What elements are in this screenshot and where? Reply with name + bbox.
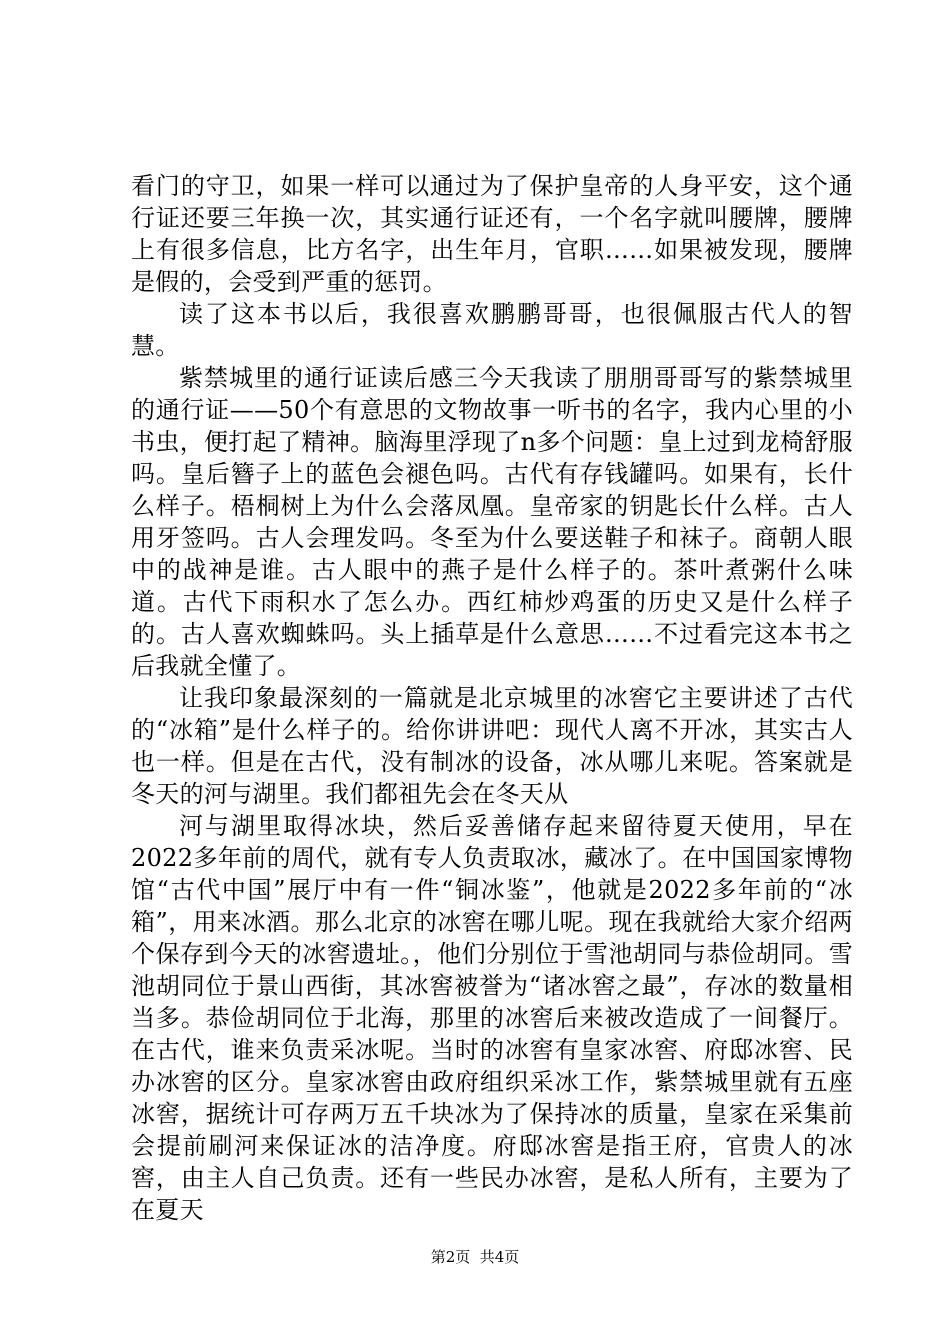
paragraph-3: 紫禁城里的通行证读后感三今天我读了朋朋哥哥写的紫禁城里的通行证——50个有意思的文物故事一听书的名字，我内心里的小书虫，便打起了精神。脑海里浮现了n多个问题：皇上过到龙椅舒服吗。皇后簪子上的蓝色会褪色吗。古代有存钱罐吗。如果有，长什么样子。梧桐树上为什么会落凤凰。皇帝家的钥匙长什么样。古人用牙签吗。古人会理发吗。冬至为什么要送鞋子和袜子。商朝人眼中的战神是谁。古人眼中的燕子是什么样子的。茶叶煮粥什么味道。古代下雨积水了怎么办。西红柿炒鸡蛋的历史又是什么样子的。古人喜欢蜘蛛吗。头上插草是什么意思……不过看完这本书之后我就全懂了。 xyxy=(131,364,853,680)
paragraph-2: 读了这本书以后，我很喜欢鹏鹏哥哥，也很佩服古代人的智慧。 xyxy=(131,300,853,360)
paragraph-5: 河与湖里取得冰块，然后妥善储存起来留待夏天使用，早在2022多年前的周代，就有专人负责取冰，藏冰了。在中国国家博物馆“古代中国”展厅中有一件“铜冰鉴”，他就是2022多年前的“冰箱”，用来冰酒。那么北京的冰窖在哪儿呢。现在我就给大家介绍两个保存到今天的冰窖遗址。，他们分别位于雪池胡同与恭俭胡同。雪池胡同位于景山西街，其冰窖被誉为“诸冰窖之最”，存冰的数量相当多。恭俭胡同位于北海，那里的冰窖后来被改造成了一间餐厅。在古代，谁来负责采冰呢。当时的冰窖有皇家冰窖、府邸冰窖、民办冰窖的区分。皇家冰窖由政府组织采冰工作，紫禁城里就有五座冰窖，据统计可存两万五千块冰为了保持冰的质量，皇家在采集前会提前刷河来保证冰的洁净度。府邸冰窖是指王府，官贵人的冰窖，由主人自己负责。还有一些民办冰窖，是私人所有，主要为了在夏天 xyxy=(131,812,853,1224)
body-text xyxy=(131,170,853,1226)
paragraph-4: 让我印象最深刻的一篇就是北京城里的冰窖它主要讲述了古代的“冰箱”是什么样子的。给你讲讲吧：现代人离不开冰，其实古人也一样。但是在古代，没有制冰的设备，冰从哪儿来呢。答案就是冬天的河与湖里。我们都祖先会在冬天从 xyxy=(131,684,853,808)
paragraph-1: 看门的守卫，如果一样可以通过为了保护皇帝的人身平安，这个通行证还要三年换一次，其实通行证还有，一个名字就叫腰牌，腰牌上有很多信息，比方名字，出生年月，官职……如果被发现，腰牌是假的，会受到严重的惩罚。 xyxy=(131,172,853,296)
page-number-footer: 第2页 共4页 xyxy=(430,1248,520,1266)
